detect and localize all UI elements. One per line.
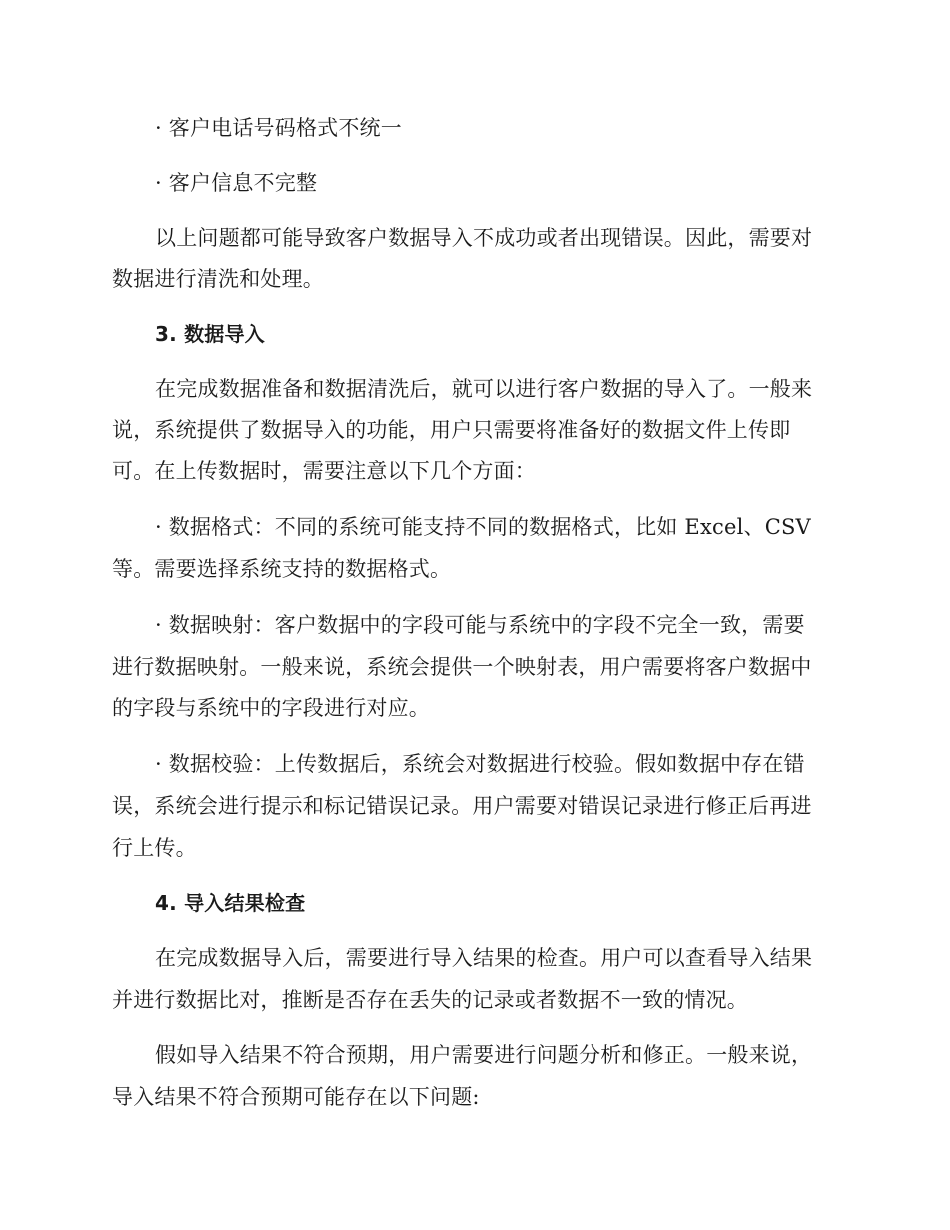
bullet-phone-format: · 客户电话号码格式不统一 xyxy=(155,116,402,140)
paragraph-problems-line-2: 数据进行清洗和处理。 xyxy=(112,267,324,291)
bullet-format-line-1: · 数据格式：不同的系统可能支持不同的数据格式，比如 Excel、CSV xyxy=(155,515,811,539)
section-heading-4: 4. 导入结果检查 xyxy=(155,891,306,915)
paragraph-import-line-2: 说，系统提供了数据导入的功能，用户只需要将准备好的数据文件上传即 xyxy=(112,418,791,442)
bullet-format-line-2: 等。需要选择系统支持的数据格式。 xyxy=(112,557,452,581)
paragraph-import-line-1: 在完成数据准备和数据清洗后，就可以进行客户数据的导入了。一般来 xyxy=(155,377,813,401)
bullet-validation-line-1: · 数据校验：上传数据后，系统会对数据进行校验。假如数据中存在错 xyxy=(155,752,805,776)
paragraph-mismatch-line-1: 假如导入结果不符合预期，用户需要进行问题分析和修正。一般来说， xyxy=(155,1043,813,1067)
paragraph-check-line-1: 在完成数据导入后，需要进行导入结果的检查。用户可以查看导入结果 xyxy=(155,946,813,970)
paragraph-import-line-3: 可。在上传数据时，需要注意以下几个方面： xyxy=(112,459,536,483)
bullet-mapping-line-3: 的字段与系统中的字段进行对应。 xyxy=(112,696,430,720)
paragraph-mismatch-line-2: 导入结果不符合预期可能存在以下问题: xyxy=(112,1085,480,1109)
bullet-mapping-line-2: 进行数据映射。一般来说，系统会提供一个映射表，用户需要将客户数据中 xyxy=(112,655,812,679)
bullet-mapping-line-1: · 数据映射：客户数据中的字段可能与系统中的字段不完全一致，需要 xyxy=(155,613,805,637)
section-heading-3: 3. 数据导入 xyxy=(155,322,265,346)
paragraph-check-line-2: 并进行数据比对，推断是否存在丢失的记录或者数据不一致的情况。 xyxy=(112,988,748,1012)
bullet-validation-line-2: 误，系统会进行提示和标记错误记录。用户需要对错误记录进行修正后再进 xyxy=(112,794,812,818)
bullet-incomplete-info: · 客户信息不完整 xyxy=(155,171,318,195)
bullet-validation-line-3: 行上传。 xyxy=(112,836,197,860)
paragraph-problems-line-1: 以上问题都可能导致客户数据导入不成功或者出现错误。因此，需要对 xyxy=(155,226,813,250)
